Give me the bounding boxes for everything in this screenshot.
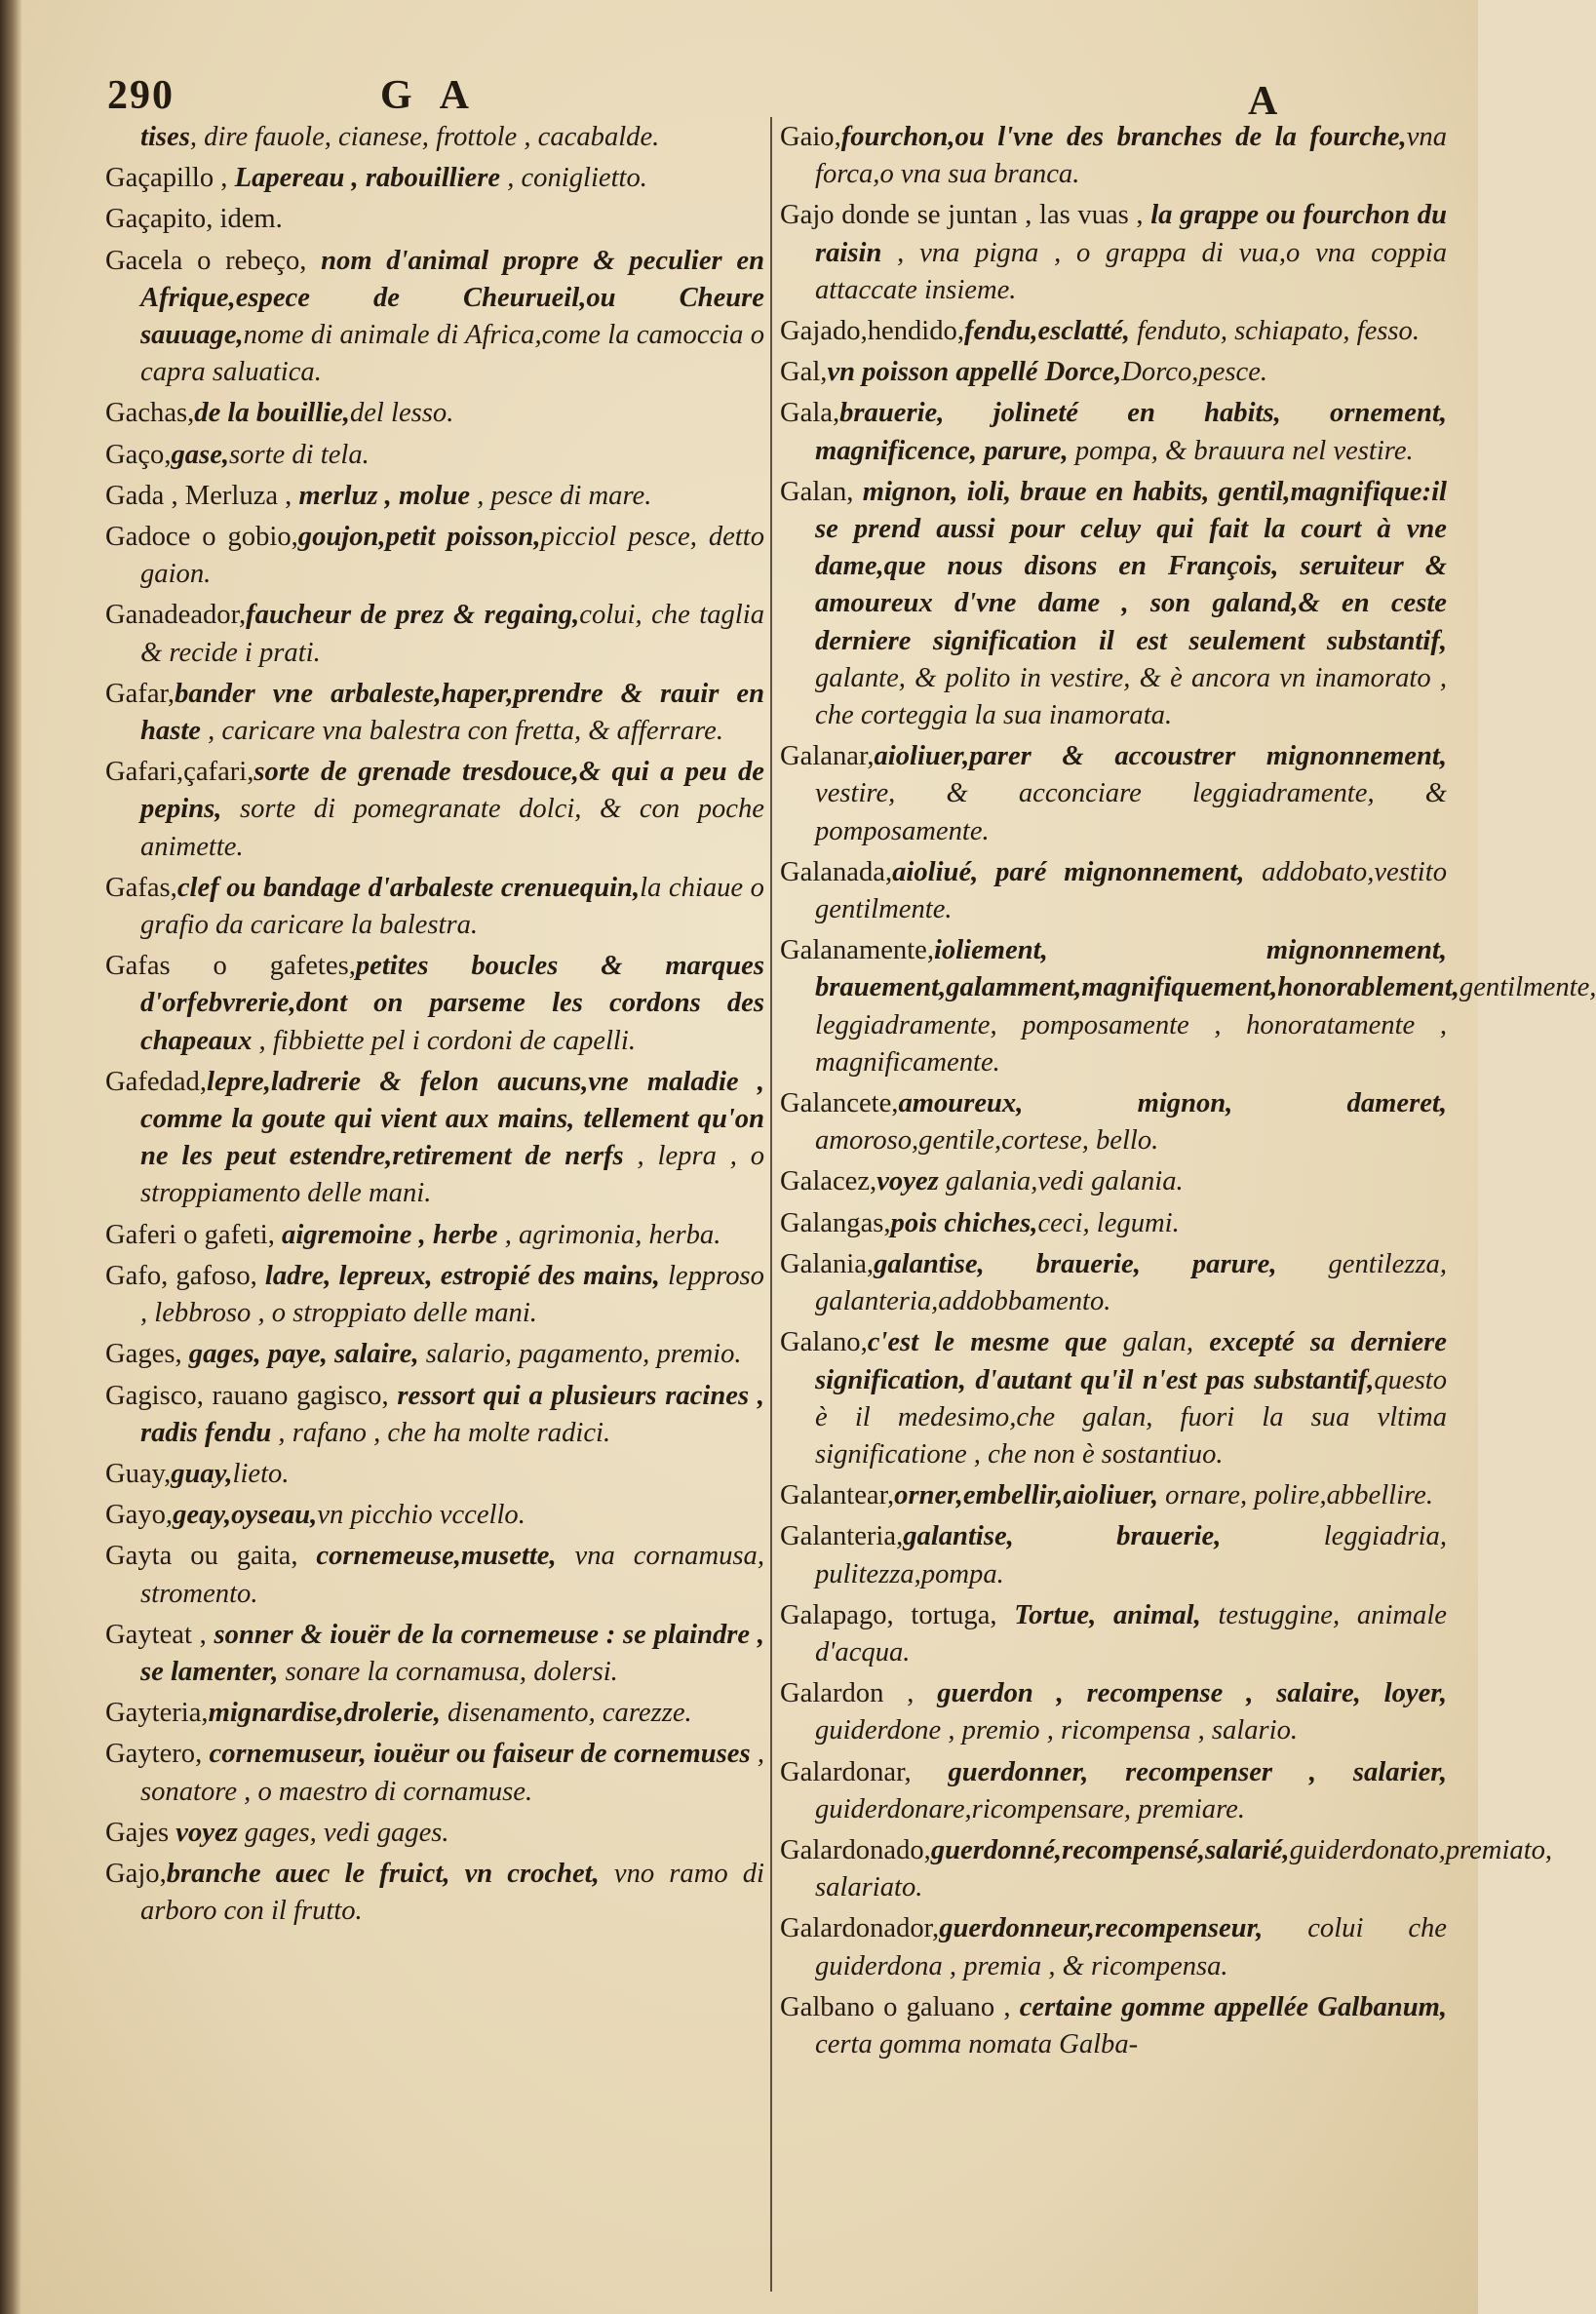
entry-italian: , vna pigna , o grappa di vua,o vna coppia attaccate insieme. xyxy=(815,237,1447,305)
entry-french: geay,oyseau, xyxy=(173,1500,318,1531)
dictionary-entry xyxy=(105,1617,764,1691)
entry-italian: fenduto, schiapato, fesso. xyxy=(1129,316,1420,347)
entry-headword: Gafo, gafoso, xyxy=(105,1260,265,1291)
page-number: 290 xyxy=(107,73,175,118)
dictionary-entry xyxy=(780,119,1447,193)
running-head: GA xyxy=(380,73,496,118)
entry-french: sonner & iouër de la cornemeuse : se plaindre , se lamenter, xyxy=(140,1619,764,1687)
dictionary-entry xyxy=(780,1832,1553,1906)
entry-french: faucheur de prez & regaing, xyxy=(246,600,580,631)
entry-headword: Galardonador, xyxy=(780,1913,940,1944)
entry-headword: Galantear, xyxy=(780,1480,895,1511)
entry-italian: , caricare vna balestra con fretta, & afferrare. xyxy=(200,716,724,747)
entry-italian: , sonatore , o maestro di cornamuse. xyxy=(140,1739,765,1807)
entry-italian: amoroso,gentile,cortese, bello. xyxy=(815,1125,1159,1157)
dictionary-entry xyxy=(105,1538,764,1612)
dictionary-entry xyxy=(105,160,764,197)
dictionary-entry xyxy=(105,478,764,515)
entry-headword: Gaytero, xyxy=(105,1739,210,1770)
dictionary-entry xyxy=(780,1477,1447,1514)
entry-french: petites boucles & marques d'orfebvrerie,dont on parseme les cordons des chapeaux xyxy=(140,951,765,1056)
dictionary-entry xyxy=(105,519,764,593)
entry-italian: colui, che taglia & recide i prati. xyxy=(140,600,764,668)
entry-italian: questo è il medesimo,che galan, fuori la sua vltima significatione , che non è sostantiuo. xyxy=(815,1364,1447,1470)
entry-french: cornemuseur, iouëur ou faiseur de cornemuses xyxy=(209,1739,751,1770)
dictionary-entry xyxy=(780,1910,1447,1984)
entry-headword: Gagisco, rauano gagisco, xyxy=(105,1380,398,1411)
entry-italian: , rafano , che ha molte radici. xyxy=(271,1417,611,1448)
entry-italian: vna forca,o vna sua branca. xyxy=(815,122,1447,190)
entry-headword: Gaço, xyxy=(105,439,172,470)
dictionary-entry xyxy=(780,313,1447,350)
entry-italian: gages, vedi gages. xyxy=(237,1817,449,1848)
entry-italian: sorte di tela. xyxy=(229,439,370,470)
entry-french: fendu,esclatté, xyxy=(964,316,1130,347)
entry-headword: Gayteria, xyxy=(105,1698,209,1729)
entry-french: gages, paye, salaire, xyxy=(188,1339,419,1370)
entry-french: voyez xyxy=(876,1166,939,1197)
entry-italian: nome di animale di Africa,come la camoccia o capra saluatica. xyxy=(140,320,764,388)
entry-headword: Gaçapito, idem. xyxy=(105,204,283,235)
dictionary-entry xyxy=(780,1324,1447,1473)
entry-headword: Guay, xyxy=(105,1458,172,1489)
entry-french: la grappe ou fourchon du raisin xyxy=(815,200,1447,268)
entry-headword: Gayteat , xyxy=(105,1619,214,1650)
entry-italian: vno ramo di arboro con il frutto. xyxy=(140,1858,764,1927)
entry-italian: , lepra , o stroppiamento delle mani. xyxy=(140,1141,764,1209)
entry-italian: ceci, legumi. xyxy=(1037,1207,1180,1238)
dictionary-entry xyxy=(780,854,1447,928)
dictionary-entry xyxy=(105,870,764,944)
dictionary-entry xyxy=(780,1246,1447,1320)
entry-headword: Gaçapillo , xyxy=(105,163,235,194)
dictionary-entry xyxy=(780,197,1447,309)
entry-french: merluz , molue xyxy=(298,480,471,511)
entry-french: Tortue, animal, xyxy=(1014,1599,1201,1630)
page-header xyxy=(107,66,1443,125)
dictionary-entry xyxy=(105,1856,764,1930)
dictionary-entry xyxy=(780,1085,1447,1159)
entry-headword: Gaio, xyxy=(780,122,841,152)
dictionary-entry xyxy=(780,1597,1447,1671)
entry-italian: vna cornamusa, stromento. xyxy=(140,1541,765,1609)
dictionary-entry xyxy=(105,754,764,866)
entry-italian: , pesce di mare. xyxy=(470,480,652,511)
entry-italian: guiderdone , premio , ricompensa , salario. xyxy=(815,1715,1299,1746)
entry-french: vn poisson appellé Dorce, xyxy=(827,357,1122,388)
dictionary-entry xyxy=(780,738,1447,850)
entry-french: tises xyxy=(140,122,190,152)
entry-headword: Gajes xyxy=(105,1817,176,1848)
dictionary-entry xyxy=(780,1163,1447,1200)
right-column xyxy=(780,119,1596,2067)
entry-french: galantise, brauerie, parure, xyxy=(874,1248,1277,1279)
entry-headword: Gages, xyxy=(105,1339,189,1370)
entry-french: voyez xyxy=(175,1817,238,1848)
dictionary-entry xyxy=(105,1064,764,1213)
entry-italian: vn picchio vccello. xyxy=(317,1500,526,1531)
dictionary-entry xyxy=(105,1736,764,1810)
entry-headword: Galardonar, xyxy=(780,1756,949,1787)
dictionary-entry xyxy=(105,597,764,671)
entry-headword: Galacez, xyxy=(780,1166,877,1197)
column-rule xyxy=(770,117,772,2292)
entry-headword: Galanamente, xyxy=(780,935,934,966)
entry-italian: disenamento, carezze. xyxy=(440,1698,692,1729)
book-binding-shadow xyxy=(0,0,21,2314)
running-head-letter: A xyxy=(1248,79,1280,124)
entry-italian: certa gomma nomata Galba- xyxy=(815,2028,1139,2059)
entry-headword: Gajo donde se juntan , las vuas , xyxy=(780,200,1151,231)
dictionary-entry xyxy=(105,948,764,1060)
entry-headword: Galanada, xyxy=(780,856,893,887)
entry-french: aioliué, paré mignonnement, xyxy=(892,856,1245,887)
entry-italian: salario, pagamento, premio. xyxy=(418,1339,742,1370)
dictionary-entry xyxy=(105,676,764,750)
entry-italian: sorte di pomegranate dolci, & con poche animette. xyxy=(140,794,764,862)
dictionary-entry xyxy=(105,1695,764,1732)
dictionary-entry xyxy=(105,437,764,474)
entry-french: clef ou bandage d'arbaleste crenuequin, xyxy=(176,872,641,903)
dictionary-entry xyxy=(105,1258,764,1332)
entry-headword: Gafas, xyxy=(105,872,177,903)
entry-french: fourchon,ou l'vne des branches de la fourche, xyxy=(840,122,1407,152)
dictionary-entry xyxy=(780,1205,1447,1242)
entry-headword: Gayo, xyxy=(105,1500,174,1531)
entry-french: guay, xyxy=(171,1458,233,1489)
entry-headword: Gafas o gafetes, xyxy=(105,951,356,982)
entry-headword: Galanar, xyxy=(780,741,875,772)
dictionary-entry xyxy=(105,201,764,238)
entry-italian: lepproso , lebbroso , o stroppiato delle mani. xyxy=(140,1260,764,1329)
entry-italian: , dire fauole, cianese, frottole , cacabalde. xyxy=(189,122,660,152)
entry-italian: gentilezza, galanteria,addobbamento. xyxy=(815,1248,1447,1317)
entry-italian: guiderdonato,premiato, salariato. xyxy=(815,1834,1553,1903)
entry-french: certaine gomme appellée Galbanum, xyxy=(1019,1991,1447,2022)
dictionary-entry xyxy=(105,119,764,156)
entry-french: excepté sa derniere signification, d'autant qu'il n'est pas substantif, xyxy=(815,1327,1447,1395)
dictionary-entry xyxy=(105,1815,764,1852)
entry-headword: Galangas, xyxy=(780,1207,891,1238)
entry-headword: Gacela o rebeço, xyxy=(105,245,322,276)
dictionary-entry xyxy=(780,932,1596,1081)
entry-french: cornemeuse,musette, xyxy=(316,1541,557,1572)
entry-headword: Galano, xyxy=(780,1327,868,1358)
entry-italian: Dorco,pesce. xyxy=(1121,357,1268,388)
entry-french: de la bouillie, xyxy=(194,398,350,429)
dictionary-entry xyxy=(105,395,764,432)
entry-french: guerdonné,recompensé,salarié, xyxy=(930,1834,1290,1865)
entry-french: Lapereau , rabouilliere xyxy=(234,163,501,194)
entry-french: gase, xyxy=(171,439,230,470)
entry-french: sorte de grenade tresdouce,& qui a peu de pepins, xyxy=(140,757,764,825)
entry-headword: Gafar, xyxy=(105,678,175,709)
dictionary-entry xyxy=(780,474,1447,734)
entry-italian: del lesso. xyxy=(349,398,454,429)
entry-italian: guiderdonare,ricompensare, premiare. xyxy=(815,1793,1246,1824)
entry-italian: colui che guiderdona , premia , & ricompensa. xyxy=(815,1913,1447,1981)
entry-french: aioliuer,parer & accoustrer mignonnement, xyxy=(874,741,1447,772)
entry-italian: , fibbiette pel i cordoni de capelli. xyxy=(252,1025,636,1056)
entry-french: amoureux, mignon, dameret, xyxy=(898,1088,1447,1119)
dictionary-entry xyxy=(780,395,1447,469)
entry-french: lepre,ladrerie & felon aucuns,vne maladie , comme la goute qui vient aux mains, tellement qu'on ne les peut estendre,retirement de nerfs xyxy=(140,1066,764,1172)
entry-french: ressort qui a plusieurs racines , radis fendu xyxy=(140,1380,764,1448)
entry-french: nom d'animal propre & peculier en Afrique,espece de Cheurueil,ou Cheure sauuage, xyxy=(140,245,764,351)
entry-headword: Galbano o galuano , xyxy=(780,1991,1020,2022)
entry-italian: lieto. xyxy=(232,1458,290,1489)
dictionary-entry xyxy=(105,243,764,392)
dictionary-entry xyxy=(780,1675,1447,1749)
entry-french: c'est le mesme que xyxy=(867,1327,1108,1358)
entry-french: ioliement, mignonnement, brauement,galamment,magnifiquement,honorablement, xyxy=(815,935,1460,1003)
dictionary-entry xyxy=(105,1456,764,1493)
entry-headword: Gada , Merluza , xyxy=(105,480,299,511)
entry-french: goujon,petit poisson, xyxy=(297,522,541,553)
left-column xyxy=(105,119,764,1934)
entry-italian: leggiadria, pulitezza,pompa. xyxy=(815,1521,1447,1589)
entry-headword: Gafari,çafari, xyxy=(105,757,254,788)
entry-italian: addobato,vestito gentilmente. xyxy=(815,856,1447,925)
entry-headword: Galan, xyxy=(780,476,863,507)
entry-french: orner,embellir,aioliuer, xyxy=(894,1480,1159,1511)
entry-italian: vestire, & acconciare leggiadramente, & pomposamente. xyxy=(815,778,1447,846)
entry-italian: galan, xyxy=(1107,1327,1210,1358)
entry-headword: Galardon , xyxy=(780,1678,938,1709)
dictionary-entry xyxy=(105,1336,764,1373)
entry-italian: testuggine, animale d'acqua. xyxy=(815,1599,1447,1667)
dictionary-entry xyxy=(105,1217,764,1254)
entry-headword: Gal, xyxy=(780,357,828,388)
entry-italian: sonare la cornamusa, dolersi. xyxy=(278,1656,618,1687)
entry-headword: Gajado,hendido, xyxy=(780,316,964,347)
entry-headword: Ganadeador, xyxy=(105,600,247,631)
entry-italian: galante, & polito in vestire, & è ancora vn inamorato , che corteggia la sua inamorata. xyxy=(815,662,1447,731)
entry-italian: galania,vedi galania. xyxy=(938,1166,1184,1197)
dictionary-entry xyxy=(105,1378,764,1452)
entry-french: brauerie, jolineté en habits, ornement, magnificence, parure, xyxy=(815,398,1447,466)
entry-italian: picciol pesce, detto gaion. xyxy=(140,522,764,590)
entry-headword: Gadoce o gobio, xyxy=(105,522,298,553)
entry-french: aigremoine , herbe xyxy=(282,1219,498,1250)
entry-headword: Gachas, xyxy=(105,398,195,429)
entry-french: ladre, lepreux, estropié des mains, xyxy=(264,1260,660,1291)
entry-french: mignardise,drolerie, xyxy=(208,1698,441,1729)
entry-italian: , coniglietto. xyxy=(500,163,647,194)
entry-headword: Gafedad, xyxy=(105,1066,207,1097)
entry-italian: ornare, polire,abbellire. xyxy=(1158,1480,1433,1511)
entry-headword: Galania, xyxy=(780,1248,875,1279)
entry-headword: Gala, xyxy=(780,398,840,429)
entry-french: mignon, ioli, braue en habits, gentil,magnifique:il se prend aussi pour celuy qui fait la court à vne dame,que nous disons en François, seruiteur & amoureux d'vne dame , son galand,& en ceste derniere signification il est seulement substantif, xyxy=(815,476,1447,656)
entry-headword: Galardonado, xyxy=(780,1834,931,1865)
entry-headword: Gajo, xyxy=(105,1858,167,1889)
dictionary-entry xyxy=(780,1754,1447,1828)
entry-italian: la chiaue o grafio da caricare la balestra. xyxy=(140,872,764,941)
entry-italian: , agrimonia, herba. xyxy=(497,1219,721,1250)
entry-french: pois chiches, xyxy=(890,1207,1038,1238)
entry-headword: Galanteria, xyxy=(780,1521,904,1552)
entry-french: guerdonneur,recompenseur, xyxy=(939,1913,1264,1944)
entry-italian: gentilmente, leggiadramente, pomposamente , honoratamente , magnificamente. xyxy=(815,972,1596,1078)
entry-headword: Gayta ou gaita, xyxy=(105,1541,317,1572)
dictionary-entry xyxy=(780,354,1447,391)
entry-french: guerdonner, recompenser , salarier, xyxy=(948,1756,1447,1787)
entry-headword: Galancete, xyxy=(780,1088,899,1119)
dictionary-entry xyxy=(105,1497,764,1534)
entry-french: guerdon , recompense , salaire, loyer, xyxy=(937,1678,1447,1709)
entry-french: galantise, brauerie, xyxy=(903,1521,1222,1552)
dictionary-entry xyxy=(780,1518,1447,1592)
entry-headword: Galapago, tortuga, xyxy=(780,1599,1015,1630)
entry-french: branche auec le fruict, vn crochet, xyxy=(166,1858,600,1889)
entry-italian: pompa, & brauura nel vestire. xyxy=(1068,435,1414,466)
entry-headword: Gaferi o gafeti, xyxy=(105,1219,283,1250)
entry-french: bander vne arbaleste,haper,prendre & rauir en haste xyxy=(140,678,764,747)
dictionary-entry xyxy=(780,1989,1447,2063)
